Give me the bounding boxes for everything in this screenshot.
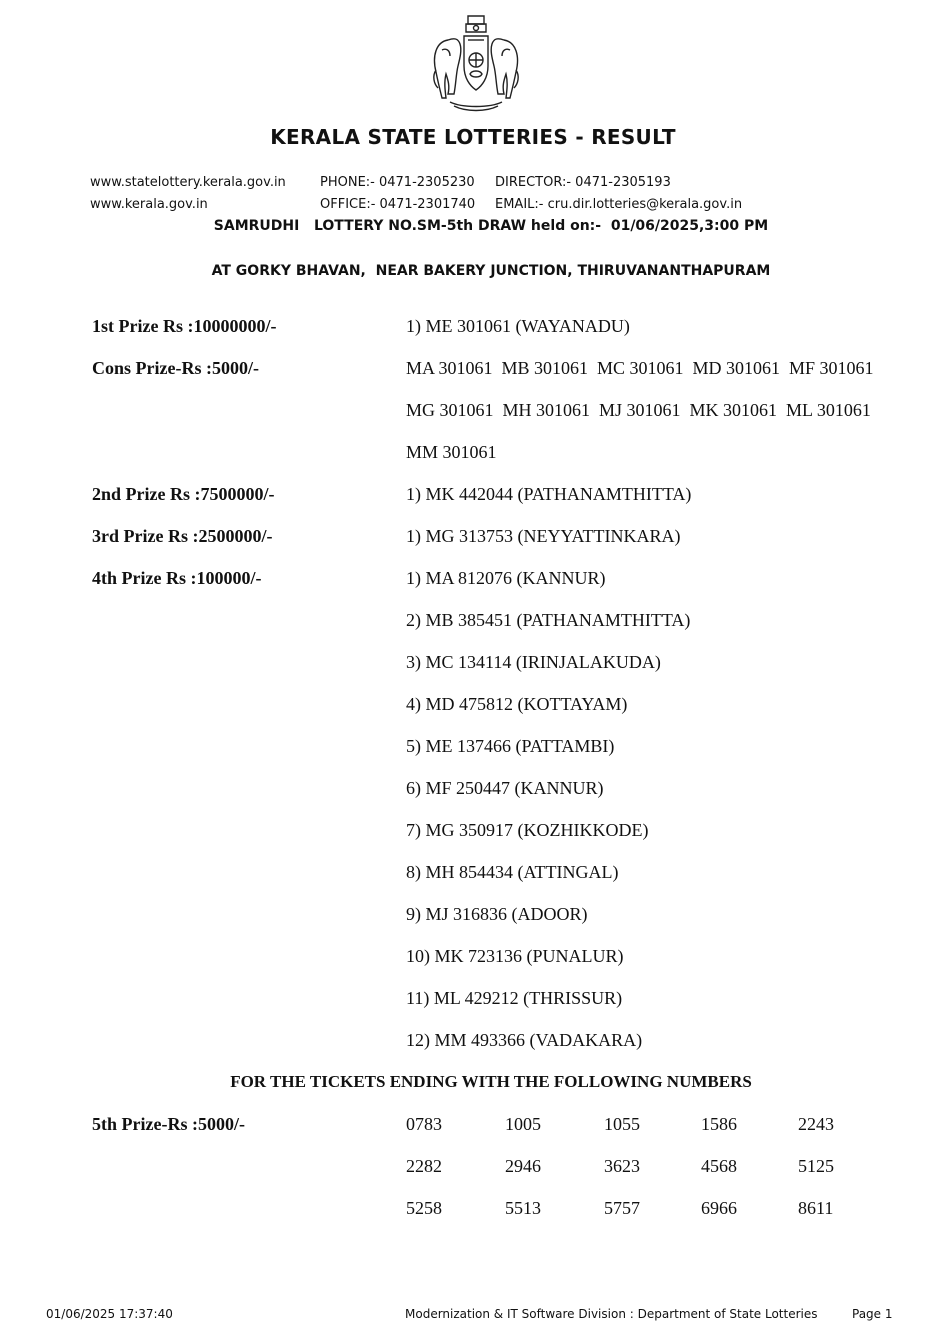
draw-venue: AT GORKY BHAVAN, NEAR BAKERY JUNCTION, THIRUVANANTHAPURAM (211, 263, 771, 279)
first-prize-label: 1st Prize Rs :10000000/- (92, 316, 277, 336)
fifth-prize-number: 1055 (604, 1114, 640, 1134)
fifth-prize-number: 5125 (798, 1156, 834, 1176)
ending-numbers-heading: FOR THE TICKETS ENDING WITH THE FOLLOWING NUMBERS (230, 1072, 752, 1091)
fourth-prize-winner: 6) MF 250447 (KANNUR) (406, 778, 604, 798)
cons-prize-line: MG 301061 MH 301061 MJ 301061 MK 301061 ML 301061 (406, 400, 871, 420)
fifth-prize-number: 1005 (505, 1114, 541, 1134)
phone-number: PHONE:- 0471-2305230 (320, 175, 475, 190)
director-number: DIRECTOR:- 0471-2305193 (495, 175, 671, 190)
fifth-prize-number: 1586 (701, 1114, 737, 1134)
cons-prize-line: MA 301061 MB 301061 MC 301061 MD 301061 MF 301061 (406, 358, 874, 378)
page-number: Page 1 (852, 1307, 893, 1321)
third-prize-label: 3rd Prize Rs :2500000/- (92, 526, 273, 546)
fourth-prize-winner: 11) ML 429212 (THRISSUR) (406, 988, 623, 1008)
fifth-prize-number: 4568 (701, 1156, 737, 1176)
second-prize-label: 2nd Prize Rs :7500000/- (92, 484, 275, 504)
fourth-prize-winner: 1) MA 812076 (KANNUR) (406, 568, 606, 588)
kerala-state-emblem-icon (428, 10, 524, 114)
fifth-prize-number: 3623 (604, 1156, 640, 1176)
fifth-prize-number: 0783 (406, 1114, 442, 1134)
email-address: EMAIL:- cru.dir.lotteries@kerala.gov.in (495, 197, 743, 212)
fifth-prize-number: 2282 (406, 1156, 442, 1176)
first-prize-winner: 1) ME 301061 (WAYANADU) (406, 316, 630, 336)
fifth-prize-number: 8611 (798, 1198, 834, 1218)
fourth-prize-winner: 2) MB 385451 (PATHANAMTHITTA) (406, 610, 691, 630)
fourth-prize-winner: 3) MC 134114 (IRINJALAKUDA) (406, 652, 661, 672)
print-timestamp: 01/06/2025 17:37:40 (46, 1307, 173, 1321)
fifth-prize-number: 2243 (798, 1114, 834, 1134)
fourth-prize-winner: 12) MM 493366 (VADAKARA) (406, 1030, 643, 1050)
fifth-prize-label: 5th Prize-Rs :5000/- (92, 1114, 245, 1134)
office-number: OFFICE:- 0471-2301740 (320, 197, 476, 212)
second-prize-winner: 1) MK 442044 (PATHANAMTHITTA) (406, 484, 692, 504)
fifth-prize-number: 6966 (701, 1198, 737, 1218)
third-prize-winner: 1) MG 313753 (NEYYATTINKARA) (406, 526, 681, 546)
page-title: KERALA STATE LOTTERIES - RESULT (270, 125, 676, 149)
fourth-prize-winner: 5) ME 137466 (PATTAMBI) (406, 736, 615, 756)
fourth-prize-winner: 10) MK 723136 (PUNALUR) (406, 946, 624, 966)
cons-prize-line: MM 301061 (406, 442, 497, 462)
fifth-prize-number: 5757 (604, 1198, 640, 1218)
fifth-prize-number: 2946 (505, 1156, 541, 1176)
fourth-prize-winner: 4) MD 475812 (KOTTAYAM) (406, 694, 628, 714)
cons-prize-label: Cons Prize-Rs :5000/- (92, 358, 259, 378)
website-secondary: www.kerala.gov.in (90, 197, 208, 212)
fifth-prize-number: 5258 (406, 1198, 442, 1218)
fourth-prize-label: 4th Prize Rs :100000/- (92, 568, 262, 588)
fifth-prize-number: 5513 (505, 1198, 541, 1218)
fourth-prize-winner: 9) MJ 316836 (ADOOR) (406, 904, 588, 924)
website-primary: www.statelottery.kerala.gov.in (90, 175, 286, 190)
fourth-prize-winner: 8) MH 854434 (ATTINGAL) (406, 862, 619, 882)
fourth-prize-winner: 7) MG 350917 (KOZHIKKODE) (406, 820, 649, 840)
draw-details: SAMRUDHI LOTTERY NO.SM-5th DRAW held on:- 01/06/2025,3:00 PM (213, 218, 769, 234)
footer-division: Modernization & IT Software Division : Department of State Lotteries (405, 1307, 818, 1321)
